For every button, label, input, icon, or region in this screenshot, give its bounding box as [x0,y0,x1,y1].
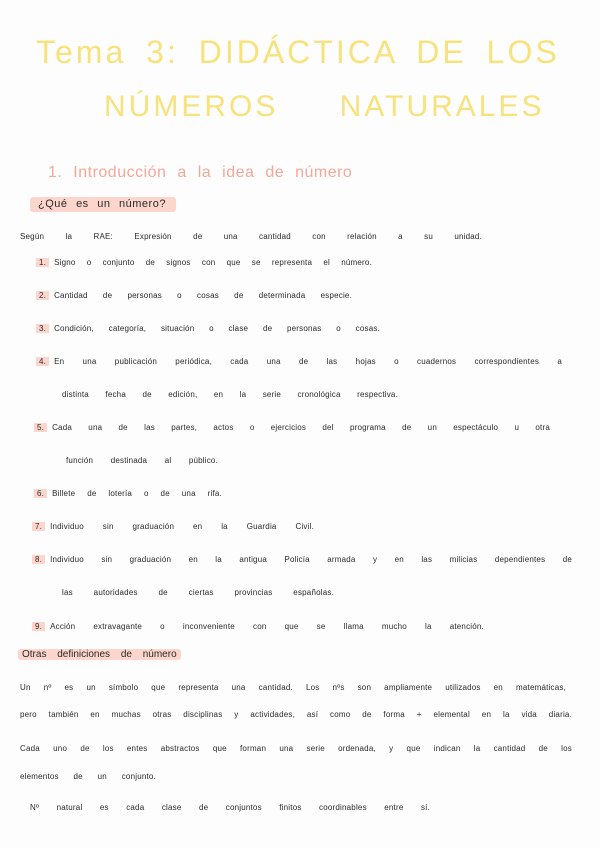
definition-9 [32,622,484,631]
definition-text: Signo o conjunto de signos con que se representa el número. [54,258,372,267]
definition-number: 3. [36,324,49,333]
definition-number: 2. [36,291,49,300]
definition-number: 1. [36,258,49,267]
question-heading: ¿Qué es un número? [30,197,176,212]
other-definition-line: Nº natural es cada clase de conjuntos finitos coordinables entre sí. [30,803,430,812]
definition-4 [36,357,562,366]
definition-text: Condición, categoría, situación o clase de personas o cosas. [54,324,380,333]
definition-text: En una publicación periódica, cada una de las hojas o cuadernos correspondientes a [54,357,562,366]
rae-intro: Según la RAE: Expresión de una cantidad con relación a su unidad. [20,232,482,241]
other-definition-line: elementos de un conjunto. [20,772,156,781]
definition-4-cont: distinta fecha de edición, en la serie cronológica respectiva. [62,390,398,399]
page-title-line-2: NÚMEROS NATURALES [104,90,545,123]
definition-5 [34,423,550,432]
definition-text: Acción extravagante o inconveniente con que se llama mucho la atención. [50,622,484,631]
definition-3 [36,324,380,333]
definition-number: 8. [32,555,45,564]
definition-number: 4. [36,357,49,366]
section-heading: 1. Introducción a la idea de número [48,164,353,181]
other-definition-line: Cada uno de los entes abstractos que forman una serie ordenada, y que indican la cantidad de los [20,744,572,753]
definition-1 [36,258,372,267]
definition-text: Billete de lotería o de una rifa. [52,489,222,498]
definition-text: Cantidad de personas o cosas de determinada especie. [54,291,352,300]
definition-number: 5. [34,423,47,432]
definition-text: Individuo sin graduación en la Guardia Civil. [50,522,314,531]
other-definition-line: Un nº es un símbolo que representa una cantidad. Los nºs son ampliamente utilizados en matemáticas, [20,683,566,692]
page-title-line-1: Tema 3: DIDÁCTICA DE LOS [36,34,560,70]
definition-7 [32,522,314,531]
definition-5-cont: función destinada al público. [66,456,218,465]
definition-text: Individuo sin graduación en la antigua Policía armada y en las milicias dependientes de [50,555,572,564]
definition-2 [36,291,352,300]
other-definitions-heading: Otras definiciones de número [18,649,181,660]
definition-number: 6. [34,489,47,498]
definition-number: 7. [32,522,45,531]
definition-text: Cada una de las partes, actos o ejercicios del programa de un espectáculo u otra [52,423,550,432]
definition-6 [34,489,222,498]
definition-8 [32,555,572,564]
other-definition-line: pero también en muchas otras disciplinas y actividades, así como de forma + elemental en la vida diaria. [20,710,572,719]
definition-8-cont: las autoridades de ciertas provincias españolas. [62,588,334,597]
definition-number: 9. [32,622,45,631]
